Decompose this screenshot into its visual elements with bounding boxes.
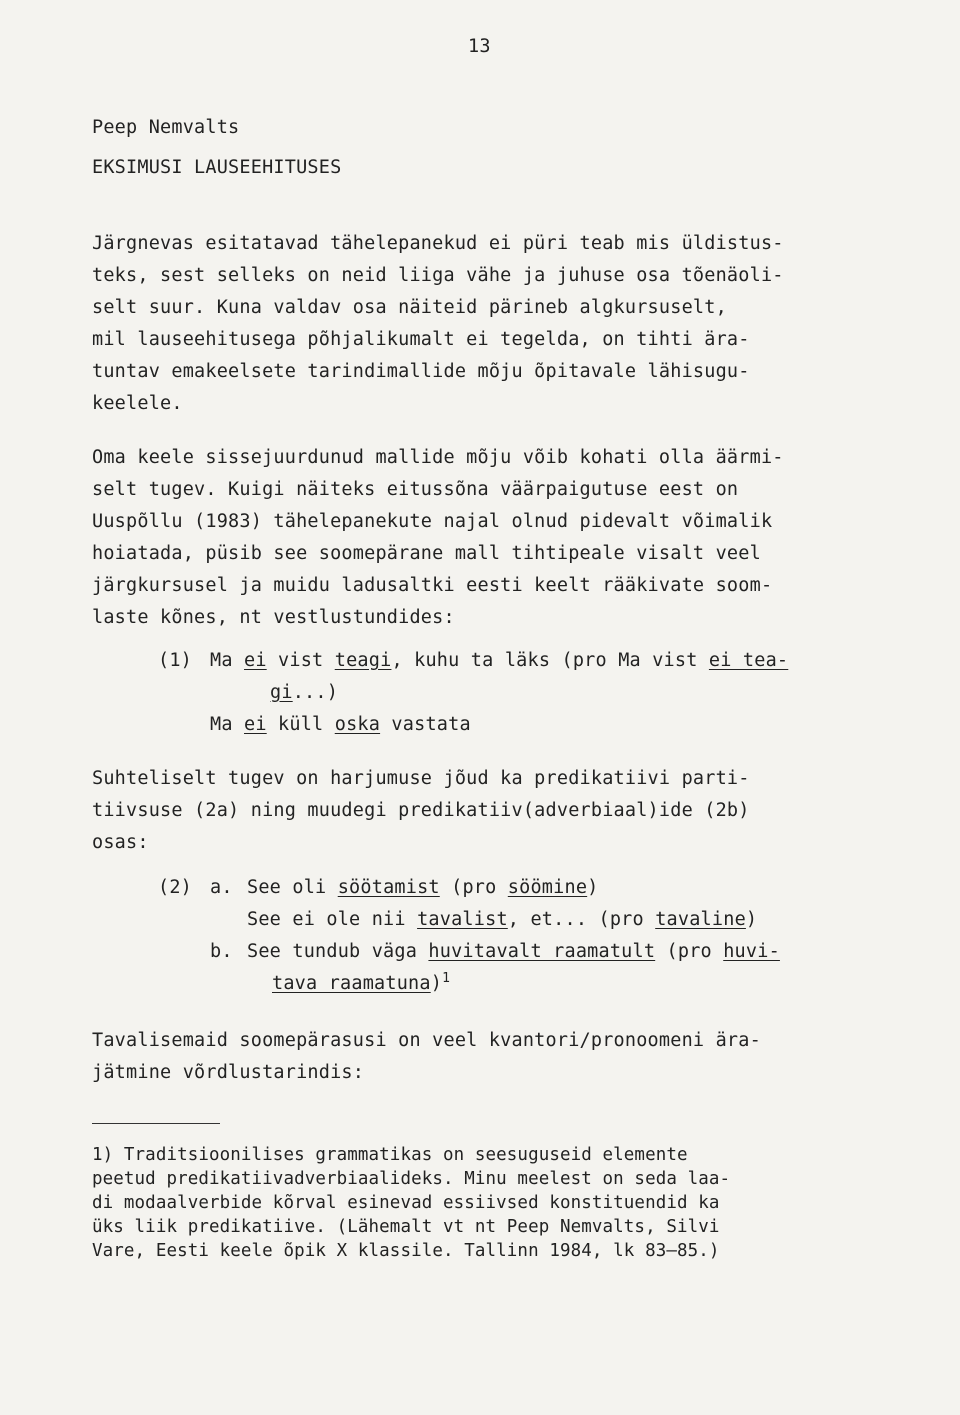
- underlined-word: ei: [244, 714, 267, 735]
- text: ): [587, 877, 599, 898]
- text: , kuhu ta läks (pro Ma vist: [391, 650, 709, 671]
- footnote-separator: [92, 1123, 220, 1124]
- example-2-number: (2): [158, 877, 193, 898]
- underlined-word: gi: [270, 682, 293, 703]
- text: Ma: [210, 714, 245, 735]
- underlined-word: oska: [334, 714, 381, 735]
- example-2a-line-2: [247, 909, 757, 931]
- underlined-word: tava raamatuna: [272, 973, 431, 994]
- underlined-word: teagi: [334, 650, 392, 671]
- footnote-line: üks liik predikatiive. (Lähemalt vt nt Peep Nemvalts, Silvi: [92, 1217, 720, 1237]
- text: küll: [266, 714, 335, 735]
- paragraph-1-line: Järgnevas esitatavad tähelepanekud ei püri teab mis üldistus-: [92, 233, 784, 254]
- underlined-word: ei: [244, 650, 267, 671]
- text: vastata: [380, 714, 471, 735]
- paragraph-2-line: järgkursusel ja muidu ladusaltki eesti keelt rääkivate soom-: [92, 575, 773, 596]
- text: vist: [266, 650, 335, 671]
- text: ): [430, 973, 443, 994]
- paragraph-1-line: teks, sest selleks on neid liiga vähe ja juhuse osa tõenäoli-: [92, 265, 784, 286]
- paragraph-3-line: osas:: [92, 832, 149, 853]
- text: See oli: [247, 877, 338, 898]
- paragraph-2-line: selt tugev. Kuigi näiteks eitussõna väärpaigutuse eest on: [92, 479, 739, 500]
- underlined-word: tavaline: [655, 909, 746, 930]
- footnote-line: Vare, Eesti keele õpik X klassile. Tallinn 1984, lk 83–85.): [92, 1241, 720, 1261]
- text: ...): [292, 682, 339, 703]
- paragraph-1-line: keelele.: [92, 393, 183, 414]
- example-1-number: (1): [158, 650, 193, 671]
- paragraph-1-line: tuntav emakeelsete tarindimallide mõju õpitavale lähisugu-: [92, 361, 750, 382]
- example-1-line-2: [270, 682, 338, 704]
- footnote-line: di modaalverbide kõrval esinevad essiivsed konstituendid ka: [92, 1193, 720, 1213]
- paragraph-4-line: jätmine võrdlustarindis:: [92, 1062, 365, 1083]
- underlined-word: huvitavalt raamatult: [428, 941, 656, 962]
- paragraph-3-line: Suhteliselt tugev on harjumuse jõud ka predikatiivi parti-: [92, 768, 750, 789]
- text: ): [745, 909, 758, 930]
- example-2b-label: b.: [210, 941, 233, 962]
- paragraph-2-line: Oma keele sissejuurdunud mallide mõju võib kohati olla äärmi-: [92, 447, 784, 468]
- footnote-marker: 1: [442, 970, 451, 986]
- example-2b-line-2: [272, 970, 451, 995]
- text: , et... (pro: [507, 909, 656, 930]
- underlined-word: tavalist: [417, 909, 508, 930]
- text: (pro: [439, 877, 508, 898]
- footnote-line: peetud predikatiivadverbiaalideks. Minu meelest on seda laa-: [92, 1169, 731, 1189]
- footnote-line: 1) Traditsioonilises grammatikas on seesuguseid elemente: [92, 1145, 688, 1165]
- text: See ei ole nii: [247, 909, 418, 930]
- paragraph-3-line: tiivsuse (2a) ning muudegi predikatiiv(adverbiaal)ide (2b): [92, 800, 750, 821]
- example-2b-line-1: [247, 941, 780, 963]
- paragraph-2-line: Uuspõllu (1983) tähelepanekute najal olnud pidevalt võimalik: [92, 511, 773, 532]
- text: See tundub väga: [247, 941, 429, 962]
- paragraph-2-line: hoiatada, püsib see soomepärane mall tihtipeale visalt veel: [92, 543, 761, 564]
- example-1-line-1: [210, 650, 788, 672]
- page-number: 13: [468, 36, 491, 57]
- underlined-word: huvi-: [723, 941, 780, 962]
- underlined-word: ei tea-: [708, 650, 789, 671]
- paragraph-2-line: laste kõnes, nt vestlustundides:: [92, 607, 455, 628]
- example-2a-label: a.: [210, 877, 233, 898]
- text: (pro: [655, 941, 724, 962]
- paragraph-1-line: mil lauseehitusega põhjalikumalt ei tegelda, on tihti ära-: [92, 329, 750, 350]
- paragraph-1-line: selt suur. Kuna valdav osa näiteid pärineb algkursuselt,: [92, 297, 727, 318]
- author-name: Peep Nemvalts: [92, 117, 240, 138]
- text: Ma: [210, 650, 245, 671]
- underlined-word: söömine: [507, 877, 588, 898]
- article-title: EKSIMUSI LAUSEEHITUSES: [92, 157, 342, 178]
- underlined-word: söötamist: [337, 877, 440, 898]
- example-2a-line-1: [247, 877, 599, 899]
- example-1-line-3: [210, 714, 471, 736]
- paragraph-4-line: Tavalisemaid soomepärasusi on veel kvantori/pronoomeni ära-: [92, 1030, 761, 1051]
